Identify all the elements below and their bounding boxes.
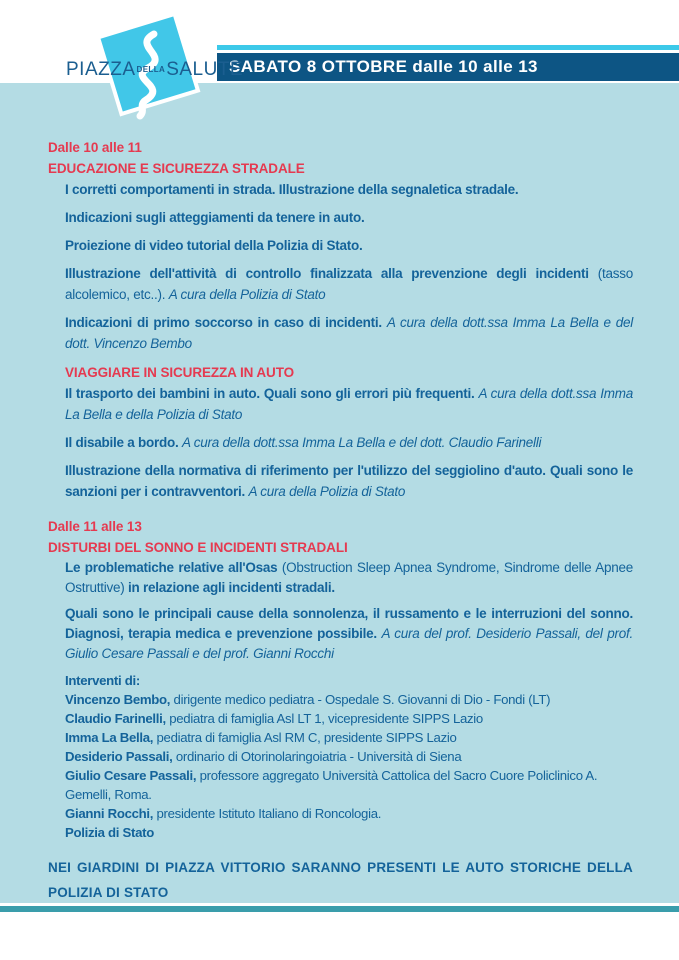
banner-accent-line bbox=[217, 45, 679, 50]
logo-word-salute: SALUTE bbox=[166, 59, 244, 80]
program-item: Quali sono le principali cause della sonnolenza, il russamento e le interruzioni del sonno. Diagnosi, terapia medica e prevenzione possibile. A cura del prof. Desiderio Passali, del prof. Giulio Cesare Passali e del prof. Gianni Rocchi bbox=[65, 606, 634, 661]
session-time-1: Dalle 10 alle 11 bbox=[48, 140, 142, 155]
bottom-notice-line2: POLIZIA DI STATO bbox=[48, 885, 169, 900]
logo bbox=[0, 0, 244, 135]
speaker-row: Claudio Farinelli, pediatra di famiglia Asl LT 1, vicepresidente SIPPS Lazio bbox=[65, 711, 483, 726]
speaker-row: Vincenzo Bembo, dirigente medico pediatra - Ospedale S. Giovanni di Dio - Fondi (LT) bbox=[65, 692, 551, 707]
program-content bbox=[48, 137, 633, 905]
logo-word-della: DELLA bbox=[136, 65, 166, 74]
program-item: Il disabile a bordo. A cura della dott.ssa Imma La Bella e del dott. Claudio Farinelli bbox=[65, 435, 542, 450]
program-item: Indicazioni sugli atteggiamenti da tenere in auto. bbox=[65, 210, 365, 225]
bottom-notice-line1: NEI GIARDINI DI PIAZZA VITTORIO SARANNO PRESENTI LE AUTO STORICHE DELLA bbox=[48, 860, 633, 875]
program-item: Illustrazione della normativa di riferimento per l'utilizzo del seggiolino d'auto. Quali sono le sanzioni per i contravventori. A cura della Polizia di Stato bbox=[65, 463, 633, 499]
bottom-notice bbox=[48, 855, 633, 905]
speakers-list bbox=[65, 671, 633, 842]
program-item: Proiezione di video tutorial della Polizia di Stato. bbox=[65, 238, 363, 253]
section-title-2: VIAGGIARE IN SICUREZZA IN AUTO bbox=[65, 365, 295, 380]
speakers-label: Interventi di: bbox=[65, 673, 140, 688]
logo-word-piazza: PIAZZA bbox=[66, 59, 136, 80]
date-banner bbox=[217, 53, 679, 81]
speaker-row: Desiderio Passali, ordinario di Otorinolaringoiatria - Università di Siena bbox=[65, 749, 462, 764]
section-title-1: EDUCAZIONE E SICUREZZA STRADALE bbox=[48, 161, 305, 176]
logo-wordmark bbox=[66, 59, 243, 81]
program-item: Illustrazione dell'attività di controllo finalizzata alla prevenzione degli incidenti (tasso alcolemico, etc..). A cura della Polizia di Stato bbox=[65, 266, 633, 302]
program-item: I corretti comportamenti in strada. Illustrazione della segnaletica stradale. bbox=[65, 182, 519, 197]
session-time-2: Dalle 11 alle 13 bbox=[48, 519, 142, 534]
speaker-row: Polizia di Stato bbox=[65, 825, 154, 840]
footer-stripe bbox=[0, 906, 679, 912]
date-banner-text: SABATO 8 OTTOBRE dalle 10 alle 13 bbox=[229, 57, 538, 76]
program-item: Le problematiche relative all'Osas (Obstruction Sleep Apnea Syndrome, Sindrome delle Apnee Ostruttive) in relazione agli incidenti stradali. bbox=[65, 560, 633, 595]
section-title-3: DISTURBI DEL SONNO E INCIDENTI STRADALI bbox=[48, 540, 348, 555]
speaker-row: Giulio Cesare Passali, professore aggregato Università Cattolica del Sacro Cuore Policlinico A. Gemelli, Roma. bbox=[65, 768, 598, 802]
program-item: Il trasporto dei bambini in auto. Quali sono gli errori più frequenti. A cura della dott.ssa Imma La Bella e della Polizia di Stato bbox=[65, 386, 633, 422]
program-item: Indicazioni di primo soccorso in caso di incidenti. A cura della dott.ssa Imma La Bella e del dott. Vincenzo Bembo bbox=[65, 315, 633, 351]
speaker-row: Imma La Bella, pediatra di famiglia Asl RM C, presidente SIPPS Lazio bbox=[65, 730, 457, 745]
speaker-row: Gianni Rocchi, presidente Istituto Italiano di Roncologia. bbox=[65, 806, 382, 821]
